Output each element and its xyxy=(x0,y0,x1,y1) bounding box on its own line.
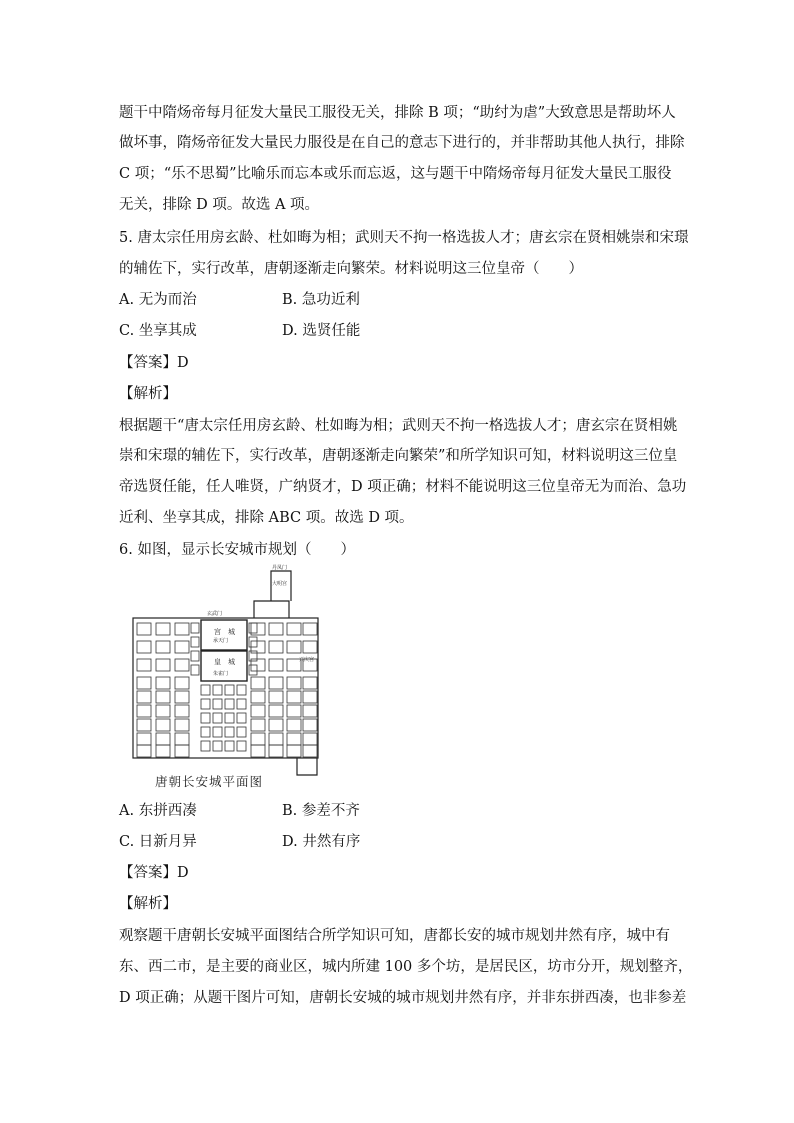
ward-block xyxy=(156,623,170,635)
ward-block xyxy=(213,741,222,751)
ward-block xyxy=(303,745,317,757)
ward-block xyxy=(225,685,234,695)
analysis-text: D 项正确；从题干图片可知，唐朝长安城的城市规划井然有序，并非东拼西凑，也非参差 xyxy=(119,990,687,1006)
ward-block xyxy=(251,745,265,757)
ward-block xyxy=(269,623,283,635)
ward-block xyxy=(303,705,317,717)
ward-block xyxy=(175,623,189,635)
ward-block xyxy=(269,705,283,717)
ward-block xyxy=(303,677,317,689)
label-huangcheng: 皇 城 xyxy=(214,658,235,666)
ward-block xyxy=(156,705,170,717)
option-c: C. 坐享其成 xyxy=(119,323,197,339)
city-map-svg xyxy=(119,563,329,793)
ward-block xyxy=(175,719,189,731)
ward-block xyxy=(269,641,283,653)
ward-block xyxy=(237,741,246,751)
text-line: 题干中隋炀帝每月征发大量民工服役无关，排除 B 项；“助纣为虐”大致意思是帮助坏人 xyxy=(119,105,676,121)
ward-block xyxy=(213,713,222,723)
ward-block xyxy=(287,719,301,731)
ward-block xyxy=(156,641,170,653)
option-b: B. 急功近利 xyxy=(282,292,360,308)
ward-block xyxy=(137,659,151,671)
ward-block xyxy=(137,677,151,689)
ward-block xyxy=(269,719,283,731)
ward-block xyxy=(251,733,265,745)
ward-block xyxy=(225,727,234,737)
analysis-text: 帝选贤任能，任人唯贤，广纳贤才，D 项正确；材料不能说明这三位皇帝无为而治、急功 xyxy=(119,479,687,495)
ward-block xyxy=(137,745,151,757)
option-a: A. 东拼西凑 xyxy=(119,803,197,819)
ward-block xyxy=(251,719,265,731)
ward-block xyxy=(303,691,317,703)
ward-block xyxy=(287,745,301,757)
ward-block xyxy=(287,733,301,745)
ward-block xyxy=(213,699,222,709)
ward-block xyxy=(249,637,257,647)
ward-block xyxy=(237,713,246,723)
ward-block xyxy=(201,699,210,709)
option-a: A. 无为而治 xyxy=(119,292,197,308)
ward-block xyxy=(287,691,301,703)
question-6-stem: 6. 如图，显示长安城市规划（ ） xyxy=(119,542,355,558)
ward-block xyxy=(287,623,301,635)
ward-block xyxy=(156,745,170,757)
analysis-text: 崇和宋璟的辅佐下，实行改革，唐朝逐渐走向繁荣”和所学知识可知，材料说明这三位皇 xyxy=(119,448,678,464)
ward-block xyxy=(225,699,234,709)
ward-block xyxy=(175,705,189,717)
label-danfengmen: 丹凤门 xyxy=(272,565,288,571)
ward-block xyxy=(303,733,317,745)
analysis-text: 观察题干唐朝长安城平面图结合所学知识可知，唐都长安的城市规划井然有序，城中有 xyxy=(119,928,670,944)
text-line: C 项；“乐不思蜀”比喻乐而忘本或乐而忘返，这与题干中隋炀帝每月征发大量民工服役 xyxy=(119,166,672,182)
option-c: C. 日新月异 xyxy=(119,834,197,850)
analysis-text: 东、西二市，是主要的商业区，城内所建 100 多个坊，是居民区，坊市分开，规划整齐， xyxy=(119,959,693,975)
ward-block xyxy=(251,677,265,689)
ward-block xyxy=(269,745,283,757)
analysis-text: 根据题干“唐太宗任用房玄龄、杜如晦为相；武则天不拘一格选拔人才；唐玄宗在贤相姚 xyxy=(119,418,678,434)
daminggong-wall xyxy=(254,601,289,618)
ward-block xyxy=(225,741,234,751)
ward-block xyxy=(213,727,222,737)
label-zhuquemen: 朱雀门 xyxy=(213,671,229,677)
ward-block xyxy=(237,727,246,737)
label-daminggong: 大明宫 xyxy=(272,581,288,587)
ward-block xyxy=(249,651,257,661)
analysis-text: 近利、坐享其成，排除 ABC 项。故选 D 项。 xyxy=(119,510,414,526)
ward-block xyxy=(251,705,265,717)
ward-block xyxy=(137,691,151,703)
ward-block xyxy=(249,623,257,633)
ward-block xyxy=(237,685,246,695)
ward-block xyxy=(137,641,151,653)
label-xuanwumen: 玄武门 xyxy=(207,611,223,617)
ward-block xyxy=(287,641,301,653)
analysis-label: 【解析】 xyxy=(119,386,177,402)
ward-block xyxy=(269,677,283,689)
ward-block xyxy=(287,677,301,689)
label-gongcheng: 宫 城 xyxy=(214,628,235,636)
ward-block xyxy=(175,733,189,745)
label-xinggonggong: 兴庆宫 xyxy=(299,657,315,663)
ward-block xyxy=(303,623,317,635)
ward-block xyxy=(201,727,210,737)
option-d: D. 井然有序 xyxy=(282,834,361,850)
ward-block xyxy=(287,705,301,717)
ward-block xyxy=(237,699,246,709)
answer-label: 【答案】D xyxy=(119,355,189,371)
ward-block xyxy=(156,659,170,671)
ward-block xyxy=(191,637,199,647)
ward-block xyxy=(156,677,170,689)
text-line: 做坏事，隋炀帝征发大量民力服役是在自己的意志下进行的，并非帮助其他人执行，排除 xyxy=(119,135,685,151)
ward-block xyxy=(303,641,317,653)
ward-block xyxy=(175,691,189,703)
ward-block xyxy=(191,651,199,661)
ward-block xyxy=(303,719,317,731)
answer-label: 【答案】D xyxy=(119,865,189,881)
ward-block xyxy=(175,641,189,653)
text-line: 无关，排除 D 项。故选 A 项。 xyxy=(119,197,320,213)
changan-city-map xyxy=(119,563,329,793)
ward-block xyxy=(175,745,189,757)
option-b: B. 参差不齐 xyxy=(282,803,360,819)
ward-block xyxy=(249,665,257,675)
label-chengtianmen: 承天门 xyxy=(213,638,229,644)
ward-block xyxy=(175,659,189,671)
question-5-stem: 5. 唐太宗任用房玄龄、杜如晦为相；武则天不拘一格选拔人才；唐玄宗在贤相姚崇和宋璟 xyxy=(119,230,689,246)
analysis-label: 【解析】 xyxy=(119,896,177,912)
ward-block xyxy=(269,691,283,703)
ward-block xyxy=(269,733,283,745)
ward-block xyxy=(269,659,283,671)
ward-block xyxy=(191,665,199,675)
ward-block xyxy=(201,685,210,695)
ward-block xyxy=(156,691,170,703)
ward-block xyxy=(137,719,151,731)
ward-block xyxy=(175,677,189,689)
ward-block xyxy=(191,623,199,633)
ward-block xyxy=(201,741,210,751)
ward-block xyxy=(213,685,222,695)
ward-block xyxy=(137,623,151,635)
ward-block xyxy=(201,713,210,723)
ward-block xyxy=(137,733,151,745)
ward-block xyxy=(251,691,265,703)
map-caption: 唐朝长安城平面图 xyxy=(155,774,264,789)
ward-block xyxy=(156,719,170,731)
question-5-stem: 的辅佐下，实行改革，唐朝逐渐走向繁荣。材料说明这三位皇帝（ ） xyxy=(119,261,583,277)
ward-block xyxy=(137,705,151,717)
option-d: D. 选贤任能 xyxy=(282,323,361,339)
ward-block xyxy=(225,713,234,723)
ward-block xyxy=(156,733,170,745)
